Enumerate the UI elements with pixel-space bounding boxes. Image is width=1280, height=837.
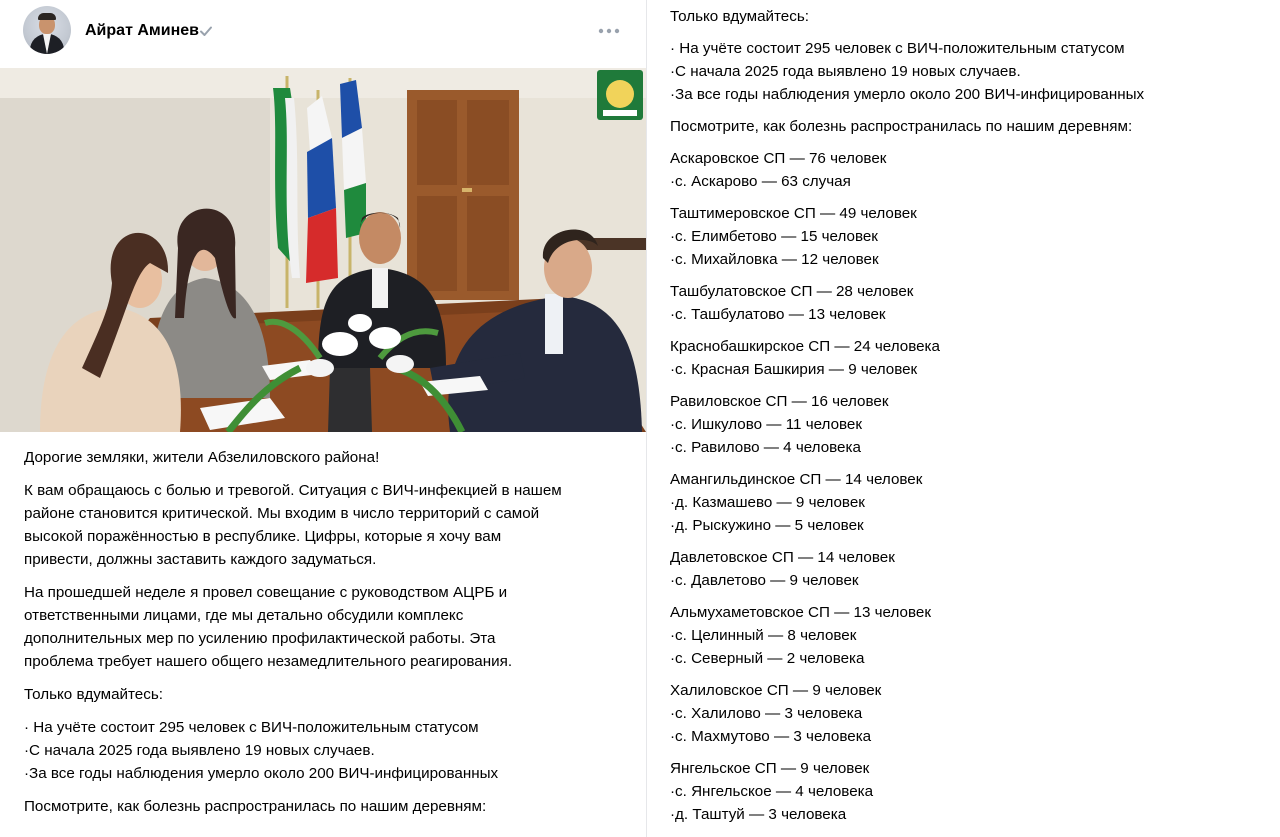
- post-header: [0, 0, 646, 68]
- text-line: Ташбулатовское СП — 28 человек: [670, 283, 914, 300]
- text-line: Аскаровское СП — 76 человек: [670, 150, 887, 167]
- post-paragraph: [24, 683, 624, 706]
- continuation-paragraph: [670, 546, 1270, 592]
- text-line: Таштимеровское СП — 49 человек: [670, 205, 917, 222]
- continuation-paragraph: [670, 757, 1270, 826]
- emblem: [597, 70, 643, 120]
- text-line: ·За все годы наблюдения умерло около 200 ВИЧ-инфицированных: [670, 86, 1145, 103]
- text-line: ·с. Ишкулово — 11 человек: [670, 416, 863, 433]
- text-line: ответственными лицами, где мы детально обсудили комплекс: [24, 607, 464, 624]
- post-paragraph: [24, 479, 624, 571]
- post-text: [24, 446, 624, 828]
- author-name[interactable]: Айрат Аминев: [85, 22, 199, 39]
- continuation-paragraph: [670, 147, 1270, 193]
- text-line: ·с. Давлетово — 9 человек: [670, 572, 859, 589]
- text-line: Посмотрите, как болезнь распространилась по нашим деревням:: [24, 798, 487, 815]
- text-line: ·д. Таштуй — 3 человека: [670, 806, 847, 823]
- text-line: · На учёте состоит 295 человек с ВИЧ-положительным статусом: [670, 40, 1125, 57]
- text-line: ·с. Аскарово — 63 случая: [670, 173, 851, 190]
- text-line: привести, должны заставить каждого задуматься.: [24, 551, 377, 568]
- post-text-continuation: [670, 5, 1270, 835]
- text-line: ·с. Целинный — 8 человек: [670, 627, 857, 644]
- continuation-paragraph: [670, 5, 1270, 28]
- text-line: ·с. Ташбулатово — 13 человек: [670, 306, 886, 323]
- text-line: Янгельское СП — 9 человек: [670, 760, 870, 777]
- text-line: ·с. Махмутово — 3 человека: [670, 728, 872, 745]
- post-photo[interactable]: [0, 68, 646, 432]
- text-line: ·с. Михайловка — 12 человек: [670, 251, 879, 268]
- text-line: ·д. Рыскужино — 5 человек: [670, 517, 864, 534]
- verified-check-icon: [199, 24, 213, 38]
- continuation-paragraph: [670, 280, 1270, 326]
- text-line: Равиловское СП — 16 человек: [670, 393, 889, 410]
- text-line: Дорогие земляки, жители Абзелиловского района!: [24, 449, 380, 466]
- continuation-paragraph: [670, 679, 1270, 748]
- text-line: ·с. Северный — 2 человека: [670, 650, 865, 667]
- text-line: Альмухаметовское СП — 13 человек: [670, 604, 931, 621]
- text-line: ·с. Красная Башкирия — 9 человек: [670, 361, 918, 378]
- text-line: ·с. Равилово — 4 человека: [670, 439, 861, 456]
- text-line: На прошедшей неделе я провел совещание с руководством АЦРБ и: [24, 584, 508, 601]
- continuation-paragraph: [670, 115, 1270, 138]
- avatar[interactable]: [23, 6, 71, 54]
- text-line: ·д. Казмашево — 9 человек: [670, 494, 865, 511]
- text-line: ·За все годы наблюдения умерло около 200 ВИЧ-инфицированных: [24, 765, 499, 782]
- divider: [646, 0, 647, 837]
- continuation-paragraph: [670, 390, 1270, 459]
- continuation-paragraph: [670, 202, 1270, 271]
- continuation-paragraph: [670, 37, 1270, 106]
- text-line: ·с. Елимбетово — 15 человек: [670, 228, 878, 245]
- text-line: Краснобашкирское СП — 24 человека: [670, 338, 940, 355]
- post-paragraph: [24, 716, 624, 785]
- text-line: Давлетовское СП — 14 человек: [670, 549, 895, 566]
- text-line: Только вдумайтесь:: [24, 686, 163, 703]
- text-line: ·с. Халилово — 3 человека: [670, 705, 863, 722]
- text-line: ·С начала 2025 года выявлено 19 новых случаев.: [24, 742, 375, 759]
- post-paragraph: [24, 446, 624, 469]
- text-line: ·с. Янгельское — 4 человека: [670, 783, 874, 800]
- text-line: ·С начала 2025 года выявлено 19 новых случаев.: [670, 63, 1021, 80]
- text-line: высокой поражённостью в республике. Цифры, которые я хочу вам: [24, 528, 502, 545]
- continuation-paragraph: [670, 601, 1270, 670]
- text-line: Посмотрите, как болезнь распространилась по нашим деревням:: [670, 118, 1133, 135]
- text-line: Халиловское СП — 9 человек: [670, 682, 882, 699]
- text-line: К вам обращаюсь с болью и тревогой. Ситуация с ВИЧ-инфекцией в нашем: [24, 482, 562, 499]
- text-line: дополнительных мер по усилению профилактической работы. Эта: [24, 630, 496, 647]
- text-line: районе становится критической. Мы входим в число территорий с самой: [24, 505, 540, 522]
- continuation-paragraph: [670, 335, 1270, 381]
- more-dots-icon[interactable]: [597, 24, 621, 38]
- post-paragraph: [24, 795, 624, 818]
- text-line: · На учёте состоит 295 человек с ВИЧ-положительным статусом: [24, 719, 479, 736]
- door: [407, 90, 519, 300]
- continuation-paragraph: [670, 468, 1270, 537]
- text-line: Только вдумайтесь:: [670, 8, 809, 25]
- text-line: Амангильдинское СП — 14 человек: [670, 471, 923, 488]
- text-line: проблема требует нашего общего незамедлительного реагирования.: [24, 653, 513, 670]
- post-paragraph: [24, 581, 624, 673]
